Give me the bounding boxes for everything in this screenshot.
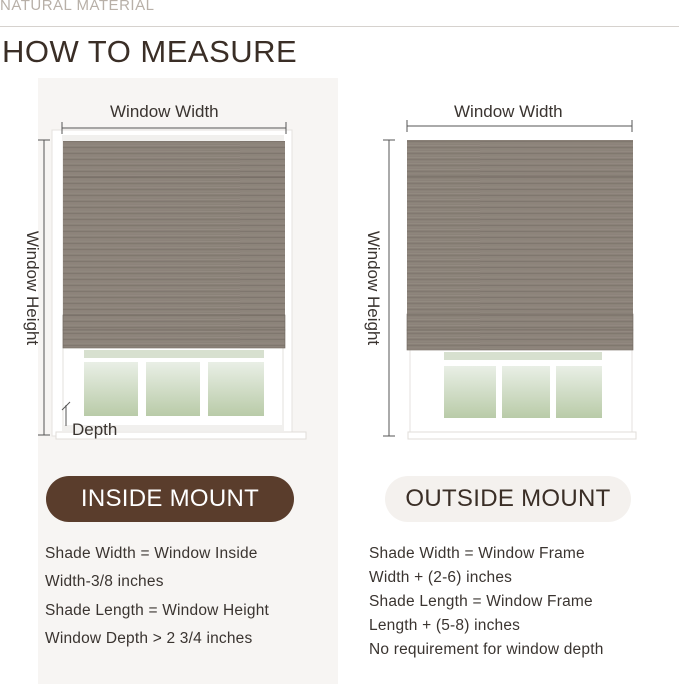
inside-desc-line: Window Depth > 2 3/4 inches [45, 630, 253, 647]
inside-desc-line: Shade Width = Window Inside [45, 545, 258, 562]
outside-desc-line: No requirement for window depth [369, 641, 604, 658]
inside-width-label: Window Width [110, 102, 219, 121]
inside-mount-badge: INSIDE MOUNT [46, 476, 294, 522]
page-title: HOW TO MEASURE [2, 34, 298, 69]
brand-label: NATURAL MATERIAL [0, 0, 155, 14]
outside-width-label: Window Width [454, 102, 563, 121]
outside-mount-badge: OUTSIDE MOUNT [385, 476, 631, 522]
inside-desc-line: Shade Length = Window Height [45, 602, 270, 619]
inside-height-label: Window Height [23, 230, 42, 346]
outside-shade [407, 140, 633, 350]
depth-label: Depth [72, 420, 118, 439]
outside-window [408, 345, 636, 439]
inside-shade [63, 141, 285, 348]
outside-height-dimension [383, 140, 395, 436]
outside-height-label: Window Height [364, 230, 383, 346]
outside-desc-line: Shade Width = Window Frame [369, 545, 585, 562]
outside-desc-line: Shade Length = Window Frame [369, 593, 593, 610]
inside-desc-line: Width-3/8 inches [45, 573, 164, 590]
outside-desc-line: Length + (5-8) inches [369, 617, 521, 634]
outside-desc-line: Width + (2-6) inches [369, 569, 513, 586]
